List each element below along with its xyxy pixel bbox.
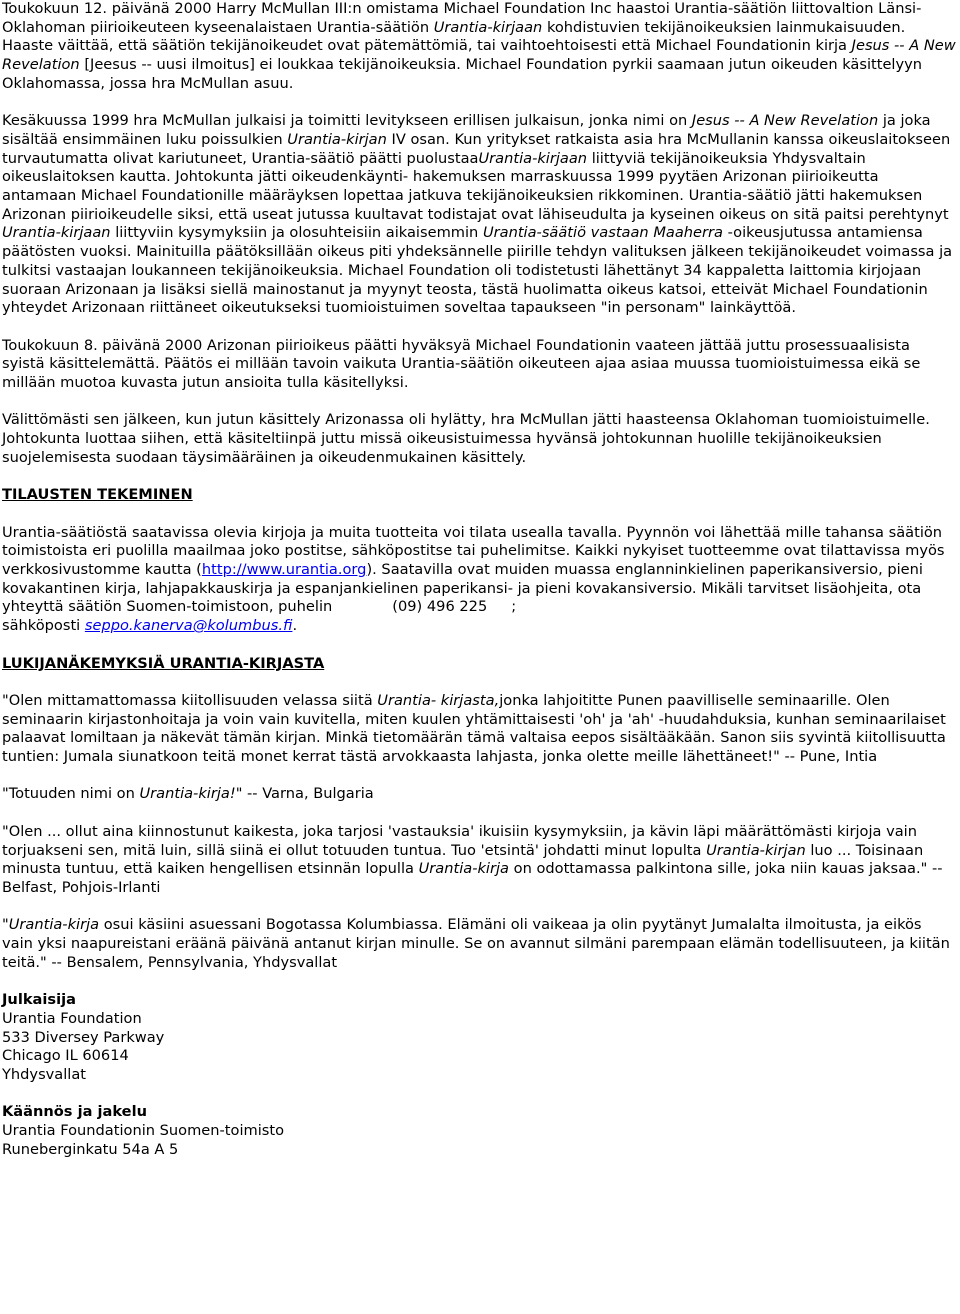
- text-run: ). Saatavilla ovat muiden muassa englanninkielinen paperikansiversio, pieni kovakantinen kirja, lahjapakkauskirja ja espanjankielinen paperikansi- ja pieni kovakansiversio. Mikäli tarvitset lisäohjeita, ota yhteyttä säätiön Suomen-toimistoon, puhelin: [2, 561, 923, 616]
- email-line: [2, 617, 956, 636]
- heading-reader-views: LUKIJANÄKEMYKSIÄ URANTIA-KIRJASTA: [2, 654, 325, 672]
- quote-varna: [2, 785, 956, 804]
- text-run: osui käsiini asuessani Bogotassa Kolumbiassa. Elämäni oli vaikeaa ja olin pyytänyt Jumalalta ilmoitusta, ja eikös vain yksi naapureistani eräänä päivänä antanut kirjan minulle. Se on avannut silmäni parempaan elämän todellisuuteen, ja kiitän teitä." -- Bensalem, Pennsylvania, Yhdysvallat: [2, 916, 950, 971]
- email-label: sähköposti: [2, 617, 85, 635]
- paragraph-orders: [2, 524, 956, 636]
- case-title: Urantia-säätiö vastaan Maaherra: [482, 224, 723, 242]
- text-run: "Olen mittamattomassa kiitollisuuden velassa siitä: [2, 691, 378, 709]
- publisher-block: [2, 991, 956, 1085]
- paragraph-lawsuit: [2, 0, 956, 94]
- book-title: Urantia- kirjasta,: [377, 691, 500, 709]
- text-run: Toukokuun 12. päivänä 2000 Harry McMullan III:n omistama Michael Foundation Inc haastoi Urantia-säätiön liittovaltion Länsi-Oklahoman piirioikeuteen kyseenalaistaen Urantia-säätiön: [2, 0, 922, 36]
- text-run: liittyviä tekijänoikeuksia Yhdysvaltain oikeuslaitoksen kautta. Johtokunta jätti oikeudenkäynti- hakemuksen marraskuussa 1999 pyytäen Arizonan piirioikeutta antamaan Michael Foundationille määräyksen lopettaa jatkuva tekijänoikeuksien rikkominen. Urantia-säätiö jätti hakemuksen Arizonan piirioikeudelle siksi, että useat jutussa kuultavat todistajat ovat lähiseudulta ja kyseinen oikeus on sitä paitsi perehtynyt: [2, 149, 949, 223]
- translation-block: [2, 1103, 956, 1159]
- text-run: " -- Varna, Bulgaria: [235, 785, 374, 803]
- translation-street: Runeberginkatu 54a A 5: [2, 1140, 179, 1158]
- translation-label: Käännös ja jakelu: [2, 1103, 147, 1121]
- book-title: Urantia-kirja!: [139, 785, 236, 803]
- quote-pune: [2, 692, 956, 767]
- text-run: -oikeusjutussa antamiensa päätösten vuoksi. Mainituilla päätöksillään oikeus piti yhdeksännelle piirille tehdyn valituksen jälkeen tekijänoikeudet voimassa ja tulkitsi vastaajan loukanneen tekijänoikeuksia. Michael Foundation oli todistetusti lähettänyt 34 kappaletta laittomia kirjojaan suoraan Arizonaan ja lisäksi siellä mainostanut ja myynyt teosta, tästä huolimatta oikeus katsoi, etteivät Michael Foundationin yhteydet Arizonaan riittäneet oikeutukseksi tuomioistuimen soveltaa tapaukseen "in personam" lainkäyttöä.: [2, 224, 953, 317]
- email-link[interactable]: seppo.kanerva@kolumbus.fi: [84, 617, 293, 635]
- publisher-country: Yhdysvallat: [2, 1065, 87, 1083]
- text-run: "Olen ... ollut aina kiinnostunut kaikesta, joka tarjosi 'vastauksia' ikuisiin kysymyksiin, ja kävin läpi määrättömästi kirjoja vain torjuakseni sen, mitä luin, sillä siinä ei ollut totuuden tuntua. Tuo 'etsintä' johdatti minut lopulta: [2, 822, 917, 859]
- document-page: [2, 0, 956, 1159]
- paragraph-background: [2, 112, 956, 318]
- translation-office: Urantia Foundationin Suomen-toimisto: [2, 1122, 285, 1139]
- phone-number: (09) 496 225: [392, 598, 488, 616]
- heading-orders: TILAUSTEN TEKEMINEN: [2, 486, 193, 504]
- text-run: luo ... Toisinaan minusta tuntuu, että kaiken hengellisen etsinnän lopulla: [2, 841, 924, 878]
- publisher-label: Julkaisija: [2, 991, 76, 1009]
- text-run: jonka lahjoititte Punen paavilliselle seminaarille. Olen seminaarin kirjastonhoitaja ja voin vain kuvitella, miten kuulen yhtämittaisesti 'oh' ja 'ah' -huudahduksia, kunhan seminaarilaiset palaavat lomiltaan ja näkevät tämän kirjan. Minkä tietomäärän tämä valtaisa eepos sisältääkään. Sanon siis syvintä kiitollisuutta tuntien: Jumala siunatkoon teitä monet kerrat tästä arvokkaasta lahjasta, jonka olette meille lähettäneet!" -- Pune, Intia: [2, 691, 946, 766]
- text-run: liittyviin kysymyksiin ja olosuhteisiin aikaisemmin: [110, 224, 483, 242]
- paragraph-arizona-ruling: Toukokuun 8. päivänä 2000 Arizonan piirioikeus päätti hyväksyä Michael Foundationin vaateen jättää juttu prosessuaalisista syistä käsittelemättä. Päätös ei millään tavoin vaikuta Urantia-säätiön oikeuteen ajaa asiaa muussa tuomioistuimessa eikä se millään muotoa kuvasta jutun ansioita tulla käsitellyksi.: [2, 336, 921, 392]
- book-title: Urantia-kirjaan: [433, 18, 543, 36]
- quote-belfast: [2, 823, 956, 898]
- publisher-street: 533 Diversey Parkway: [2, 1028, 165, 1046]
- text-run: "Totuuden nimi on: [2, 785, 140, 803]
- book-title: Urantia-kirjan: [287, 130, 387, 148]
- book-title: Urantia-kirja: [8, 916, 100, 934]
- publisher-name: Urantia Foundation: [2, 1009, 142, 1027]
- text-run: [Jeesus -- uusi ilmoitus] ei loukkaa tekijänoikeuksia. Michael Foundation pyrkii saamaan jutun oikeuden käsittelyyn Oklahomassa, jossa hra McMullan asuu.: [2, 56, 923, 92]
- text-run: ;: [511, 598, 517, 616]
- text-run: ja joka sisältää ensimmäinen luku poissulkien: [2, 112, 931, 148]
- text-run: kohdistuvien tekijänoikeuksien lainmukaisuuden. Haaste väittää, että säätiön tekijänoikeudet ovat pätemättömiä, tai vaihtoehtoisesti että Michael Foundationin kirja: [2, 18, 906, 55]
- book-title: Urantia-kirjaan: [2, 224, 111, 242]
- quote-bensalem: [2, 916, 956, 972]
- text-run: IV osan. Kun yritykset ratkaista asia hra McMullanin kanssa oikeuslaitokseen turvautumatta olivat kariutuneet, Urantia-säätiö päätti puolustaa: [2, 130, 951, 167]
- text-run: on odottamassa palkintona sille, joka niin kauas jaksaa." -- Belfast, Pohjois-Irlanti: [2, 860, 943, 896]
- book-title: Jesus -- A New Revelation: [2, 37, 956, 74]
- publisher-city: Chicago IL 60614: [2, 1047, 129, 1065]
- text-run: .: [292, 617, 298, 635]
- book-title: Urantia-kirjan: [706, 841, 806, 859]
- text-run: Urantia-säätiöstä saatavissa olevia kirjoja ja muita tuotteita voi tilata usealla tavalla. Pyynnön voi lähettää mille tahansa säätiön toimistoista eri puolilla maailmaa joko postitse, sähköpostitse tai puhelimitse. Kaikki nykyiset tuotteemme ovat tilattavissa myös verkkosivustomme kautta (: [2, 523, 945, 579]
- text-run: Kesäkuussa 1999 hra McMullan julkaisi ja toimitti levitykseen erillisen julkaisun, jonka nimi on: [2, 112, 692, 130]
- book-title: Jesus -- A New Revelation: [691, 112, 879, 130]
- book-title: Urantia-kirjaan: [478, 149, 588, 167]
- website-link[interactable]: http://www.urantia.org: [201, 561, 367, 579]
- text-run: ": [2, 916, 9, 934]
- book-title: Urantia-kirja: [418, 860, 509, 878]
- paragraph-oklahoma-filing: Välittömästi sen jälkeen, kun jutun käsittely Arizonassa oli hylätty, hra McMullan jätti haasteensa Oklahoman tuomioistuimelle. Johtokunta luottaa siihen, että käsiteltiinpä juttu missä oikeusistuimessa hyvänsä johtokunnan huolille tekijänoikeuksien suojelemisesta suodaan täysimääräinen ja oikeudenmukainen käsittely.: [2, 411, 930, 466]
